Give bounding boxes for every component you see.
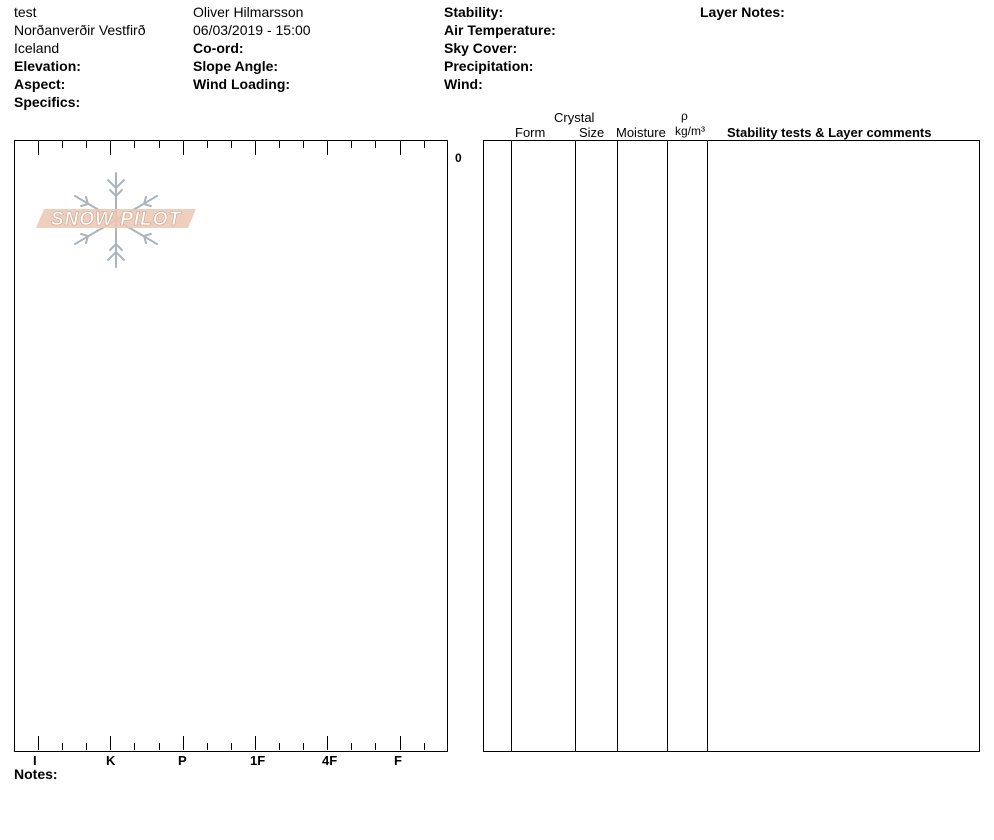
- bottom-tick: [159, 743, 160, 750]
- observation-datetime: 06/03/2019 - 15:00: [193, 22, 311, 38]
- specifics-label: Specifics:: [14, 94, 81, 110]
- bottom-tick: [134, 743, 135, 750]
- moisture-header: Moisture: [616, 125, 666, 140]
- bottom-tick: [231, 743, 232, 750]
- bottom-tick: [255, 736, 256, 750]
- top-tick: [38, 141, 39, 155]
- top-tick: [279, 141, 280, 148]
- notes-label: Notes:: [14, 766, 58, 782]
- layer-table: [483, 140, 980, 752]
- crystal-header: Crystal: [554, 110, 595, 125]
- aspect-label: Aspect:: [14, 76, 66, 92]
- observer-name: Oliver Hilmarsson: [193, 4, 304, 20]
- form-header: Form: [515, 125, 546, 140]
- stability-label: Stability:: [444, 4, 504, 20]
- wind-loading-label: Wind Loading:: [193, 76, 291, 92]
- top-tick: [255, 141, 256, 155]
- top-tick: [110, 141, 111, 155]
- snowpilot-logo: [36, 170, 196, 270]
- table-column-divider: [575, 141, 576, 751]
- top-tick: [375, 141, 376, 148]
- wind-label: Wind:: [444, 76, 483, 92]
- logo-text: SNOW PILOT: [50, 209, 182, 230]
- bottom-tick: [327, 736, 328, 750]
- hardness-label-i: I: [33, 753, 37, 768]
- table-column-divider: [667, 141, 668, 751]
- bottom-tick: [38, 736, 39, 750]
- sky-cover-label: Sky Cover:: [444, 40, 518, 56]
- depth-zero-label: 0: [455, 151, 462, 165]
- location-text: Norðanverðir Vestfirð: [14, 22, 146, 38]
- slope-angle-label: Slope Angle:: [193, 58, 279, 74]
- table-column-divider: [707, 141, 708, 751]
- country-text: Iceland: [14, 40, 60, 56]
- top-tick: [231, 141, 232, 148]
- bottom-tick: [375, 743, 376, 750]
- top-tick: [134, 141, 135, 148]
- hardness-label-4f: 4F: [322, 753, 338, 768]
- top-tick: [400, 141, 401, 155]
- bottom-tick: [351, 743, 352, 750]
- top-tick: [183, 141, 184, 155]
- coord-label: Co-ord:: [193, 40, 244, 56]
- top-tick: [424, 141, 425, 148]
- table-column-divider: [511, 141, 512, 751]
- bottom-tick: [424, 743, 425, 750]
- bottom-tick: [400, 736, 401, 750]
- hardness-label-p: P: [178, 753, 187, 768]
- top-tick: [351, 141, 352, 148]
- table-column-divider: [617, 141, 618, 751]
- top-tick: [207, 141, 208, 148]
- top-tick: [62, 141, 63, 148]
- bottom-tick: [183, 736, 184, 750]
- bottom-tick: [303, 743, 304, 750]
- top-tick: [327, 141, 328, 155]
- air-temperature-label: Air Temperature:: [444, 22, 556, 38]
- density-unit-header: kg/m³: [675, 124, 705, 138]
- bottom-tick: [110, 736, 111, 750]
- bottom-tick: [62, 743, 63, 750]
- bottom-tick: [279, 743, 280, 750]
- layer-notes-label: Layer Notes:: [700, 4, 785, 20]
- precipitation-label: Precipitation:: [444, 58, 534, 74]
- size-header: Size: [579, 125, 605, 140]
- top-tick: [86, 141, 87, 148]
- top-tick: [159, 141, 160, 148]
- hardness-label-f: F: [394, 753, 402, 768]
- top-tick: [303, 141, 304, 148]
- elevation-label: Elevation:: [14, 58, 81, 74]
- pit-name: test: [14, 4, 37, 20]
- bottom-tick: [86, 743, 87, 750]
- comments-header: Stability tests & Layer comments: [727, 125, 932, 140]
- hardness-label-k: K: [106, 753, 116, 768]
- hardness-label-1f: 1F: [250, 753, 266, 768]
- bottom-tick: [207, 743, 208, 750]
- density-rho-header: ρ: [681, 109, 688, 123]
